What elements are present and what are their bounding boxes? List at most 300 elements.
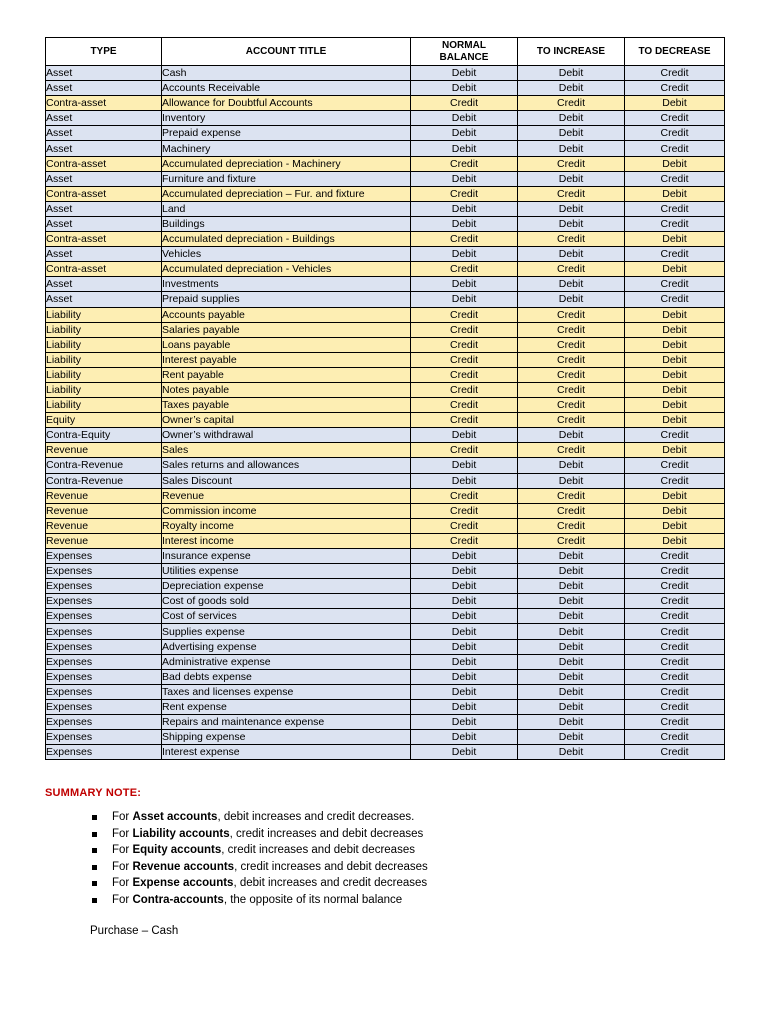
cell-to-decrease: Debit	[625, 322, 725, 337]
cell-normal-balance: Debit	[411, 141, 518, 156]
cell-normal-balance: Debit	[411, 594, 518, 609]
cell-type: Revenue	[46, 443, 162, 458]
header-to-decrease: TO DECREASE	[625, 38, 725, 66]
cell-normal-balance: Debit	[411, 473, 518, 488]
cell-account-title: Furniture and fixture	[162, 171, 411, 186]
cell-account-title: Accounts Receivable	[162, 81, 411, 96]
table-row	[46, 382, 725, 397]
cell-account-title: Rent payable	[162, 367, 411, 382]
cell-type: Liability	[46, 367, 162, 382]
cell-account-title: Bad debts expense	[162, 669, 411, 684]
cell-type: Liability	[46, 337, 162, 352]
cell-normal-balance: Debit	[411, 579, 518, 594]
cell-to-increase: Credit	[518, 382, 625, 397]
cell-type: Expenses	[46, 654, 162, 669]
table-row	[46, 428, 725, 443]
note-account-type: Asset accounts	[132, 811, 218, 823]
cell-account-title: Accumulated depreciation - Buildings	[162, 232, 411, 247]
cell-normal-balance: Debit	[411, 745, 518, 760]
cell-to-decrease: Debit	[625, 518, 725, 533]
note-prefix: For	[112, 860, 133, 873]
cell-to-increase: Credit	[518, 96, 625, 111]
cell-to-increase: Credit	[518, 232, 625, 247]
cell-to-decrease: Debit	[625, 382, 725, 397]
table-row	[46, 745, 725, 760]
cell-normal-balance: Debit	[411, 654, 518, 669]
cell-to-decrease: Debit	[625, 503, 725, 518]
cell-type: Expenses	[46, 730, 162, 745]
cell-to-increase: Credit	[518, 367, 625, 382]
cell-type: Asset	[46, 216, 162, 231]
cell-normal-balance: Debit	[411, 458, 518, 473]
cell-to-decrease: Debit	[625, 337, 725, 352]
cell-to-increase: Debit	[518, 171, 625, 186]
cell-account-title: Sales Discount	[162, 473, 411, 488]
cell-to-increase: Debit	[518, 201, 625, 216]
cell-to-decrease: Credit	[625, 594, 725, 609]
cell-to-decrease: Credit	[625, 141, 725, 156]
cell-account-title: Buildings	[162, 216, 411, 231]
cell-account-title: Rent expense	[162, 699, 411, 714]
cell-type: Expenses	[46, 699, 162, 714]
cell-normal-balance: Debit	[411, 247, 518, 262]
summary-note-item	[92, 892, 428, 909]
note-prefix: For	[112, 844, 133, 856]
note-prefix: For	[112, 827, 133, 840]
cell-account-title: Utilities expense	[162, 564, 411, 579]
cell-to-decrease: Credit	[625, 730, 725, 745]
summary-note-item	[92, 809, 428, 826]
cell-to-increase: Credit	[518, 443, 625, 458]
cell-normal-balance: Debit	[411, 564, 518, 579]
cell-type: Equity	[46, 413, 162, 428]
cell-normal-balance: Debit	[411, 609, 518, 624]
table-row	[46, 503, 725, 518]
cell-type: Liability	[46, 398, 162, 413]
cell-to-increase: Credit	[518, 322, 625, 337]
cell-account-title: Land	[162, 201, 411, 216]
note-account-type: Revenue accounts	[132, 860, 235, 873]
note-account-type: Liability accounts	[132, 827, 230, 840]
cell-to-decrease: Debit	[625, 443, 725, 458]
cell-to-decrease: Credit	[625, 684, 725, 699]
cell-type: Asset	[46, 111, 162, 126]
cell-to-decrease: Credit	[625, 699, 725, 714]
cell-normal-balance: Credit	[411, 413, 518, 428]
table-row	[46, 262, 725, 277]
cell-type: Liability	[46, 352, 162, 367]
cell-to-decrease: Debit	[625, 232, 725, 247]
cell-normal-balance: Debit	[411, 669, 518, 684]
table-row	[46, 66, 725, 81]
note-rule: , credit increases and debit decreases	[234, 860, 428, 873]
cell-type: Contra-asset	[46, 156, 162, 171]
cell-to-decrease: Credit	[625, 579, 725, 594]
cell-to-decrease: Debit	[625, 352, 725, 367]
cell-type: Contra-Revenue	[46, 458, 162, 473]
cell-normal-balance: Debit	[411, 81, 518, 96]
cell-to-increase: Debit	[518, 277, 625, 292]
cell-normal-balance: Credit	[411, 96, 518, 111]
cell-to-decrease: Credit	[625, 81, 725, 96]
table-row	[46, 639, 725, 654]
cell-normal-balance: Credit	[411, 352, 518, 367]
cell-normal-balance: Debit	[411, 111, 518, 126]
cell-account-title: Depreciation expense	[162, 579, 411, 594]
cell-type: Expenses	[46, 715, 162, 730]
cell-to-increase: Debit	[518, 654, 625, 669]
cell-normal-balance: Debit	[411, 549, 518, 564]
cell-to-decrease: Credit	[625, 66, 725, 81]
cell-to-decrease: Debit	[625, 413, 725, 428]
cell-to-decrease: Credit	[625, 654, 725, 669]
header-to-increase: TO INCREASE	[518, 38, 625, 66]
cell-type: Expenses	[46, 564, 162, 579]
square-bullet-icon	[92, 898, 97, 903]
table-row	[46, 186, 725, 201]
table-row	[46, 715, 725, 730]
cell-to-increase: Debit	[518, 66, 625, 81]
cell-to-decrease: Credit	[625, 171, 725, 186]
cell-to-decrease: Credit	[625, 715, 725, 730]
square-bullet-icon	[92, 881, 97, 886]
cell-to-decrease: Credit	[625, 669, 725, 684]
table-row	[46, 96, 725, 111]
cell-to-increase: Credit	[518, 156, 625, 171]
cell-to-decrease: Credit	[625, 126, 725, 141]
cell-to-increase: Debit	[518, 216, 625, 231]
table-body	[46, 66, 725, 760]
accounts-table	[45, 37, 725, 760]
header-normal-balance-text: NORMAL BALANCE	[439, 39, 489, 63]
cell-to-increase: Debit	[518, 292, 625, 307]
cell-type: Asset	[46, 126, 162, 141]
table-row	[46, 216, 725, 231]
cell-account-title: Sales	[162, 443, 411, 458]
table-row	[46, 609, 725, 624]
cell-to-decrease: Credit	[625, 201, 725, 216]
table-header-row	[46, 38, 725, 66]
cell-to-increase: Credit	[518, 307, 625, 322]
table-row	[46, 518, 725, 533]
cell-to-increase: Debit	[518, 624, 625, 639]
table-row	[46, 488, 725, 503]
cell-to-decrease: Credit	[625, 549, 725, 564]
cell-account-title: Interest payable	[162, 352, 411, 367]
cell-account-title: Accumulated depreciation – Fur. and fixture	[162, 186, 411, 201]
cell-account-title: Owner’s withdrawal	[162, 428, 411, 443]
cell-normal-balance: Credit	[411, 443, 518, 458]
cell-to-increase: Credit	[518, 488, 625, 503]
cell-type: Asset	[46, 292, 162, 307]
cell-normal-balance: Debit	[411, 730, 518, 745]
cell-normal-balance: Debit	[411, 715, 518, 730]
summary-note-item	[92, 842, 428, 859]
cell-type: Contra-Equity	[46, 428, 162, 443]
cell-type: Expenses	[46, 579, 162, 594]
cell-normal-balance: Credit	[411, 398, 518, 413]
cell-to-increase: Debit	[518, 111, 625, 126]
table-row	[46, 564, 725, 579]
summary-heading: SUMMARY NOTE:	[45, 787, 142, 799]
cell-to-decrease: Credit	[625, 111, 725, 126]
cell-to-increase: Debit	[518, 81, 625, 96]
cell-normal-balance: Credit	[411, 533, 518, 548]
cell-account-title: Royalty income	[162, 518, 411, 533]
cell-to-increase: Credit	[518, 352, 625, 367]
summary-notes-list	[92, 809, 428, 908]
table-row	[46, 473, 725, 488]
table-row	[46, 413, 725, 428]
cell-account-title: Inventory	[162, 111, 411, 126]
cell-account-title: Cash	[162, 66, 411, 81]
cell-normal-balance: Credit	[411, 503, 518, 518]
table-row	[46, 579, 725, 594]
cell-to-decrease: Credit	[625, 745, 725, 760]
cell-to-increase: Debit	[518, 247, 625, 262]
cell-to-decrease: Credit	[625, 277, 725, 292]
cell-to-increase: Debit	[518, 564, 625, 579]
cell-account-title: Administrative expense	[162, 654, 411, 669]
cell-normal-balance: Credit	[411, 156, 518, 171]
cell-normal-balance: Debit	[411, 126, 518, 141]
cell-to-increase: Debit	[518, 141, 625, 156]
cell-to-decrease: Credit	[625, 473, 725, 488]
cell-type: Revenue	[46, 488, 162, 503]
note-prefix: For	[112, 893, 133, 906]
square-bullet-icon	[92, 865, 97, 870]
cell-to-decrease: Debit	[625, 367, 725, 382]
cell-normal-balance: Credit	[411, 232, 518, 247]
cell-type: Asset	[46, 81, 162, 96]
table-row	[46, 307, 725, 322]
cell-type: Revenue	[46, 518, 162, 533]
cell-type: Revenue	[46, 503, 162, 518]
cell-to-decrease: Credit	[625, 458, 725, 473]
cell-to-increase: Debit	[518, 699, 625, 714]
cell-account-title: Investments	[162, 277, 411, 292]
cell-to-increase: Debit	[518, 458, 625, 473]
cell-normal-balance: Debit	[411, 171, 518, 186]
note-prefix: For	[112, 811, 133, 823]
cell-to-decrease: Debit	[625, 186, 725, 201]
cell-to-increase: Debit	[518, 126, 625, 141]
table-row	[46, 533, 725, 548]
cell-type: Asset	[46, 171, 162, 186]
cell-to-increase: Debit	[518, 428, 625, 443]
table-row	[46, 684, 725, 699]
note-prefix: For	[112, 877, 133, 889]
cell-account-title: Machinery	[162, 141, 411, 156]
cell-normal-balance: Debit	[411, 201, 518, 216]
cell-to-decrease: Credit	[625, 247, 725, 262]
summary-note-item	[92, 875, 428, 892]
cell-type: Contra-asset	[46, 232, 162, 247]
table-row	[46, 352, 725, 367]
cell-account-title: Owner’s capital	[162, 413, 411, 428]
cell-to-increase: Credit	[518, 337, 625, 352]
table-row	[46, 111, 725, 126]
note-rule: , credit increases and debit decreases	[229, 827, 424, 840]
table-row	[46, 458, 725, 473]
cell-account-title: Accumulated depreciation - Vehicles	[162, 262, 411, 277]
cell-normal-balance: Credit	[411, 307, 518, 322]
cell-type: Liability	[46, 322, 162, 337]
table-row	[46, 277, 725, 292]
cell-normal-balance: Debit	[411, 277, 518, 292]
cell-normal-balance: Credit	[411, 367, 518, 382]
cell-type: Asset	[46, 277, 162, 292]
table-row	[46, 126, 725, 141]
cell-to-decrease: Debit	[625, 262, 725, 277]
table-row	[46, 232, 725, 247]
table-row	[46, 81, 725, 96]
cell-account-title: Commission income	[162, 503, 411, 518]
cell-type: Liability	[46, 382, 162, 397]
cell-account-title: Repairs and maintenance expense	[162, 715, 411, 730]
table-row	[46, 624, 725, 639]
cell-account-title: Interest income	[162, 533, 411, 548]
cell-normal-balance: Credit	[411, 186, 518, 201]
cell-to-decrease: Debit	[625, 307, 725, 322]
cell-account-title: Sales returns and allowances	[162, 458, 411, 473]
table-row	[46, 201, 725, 216]
table-row	[46, 730, 725, 745]
cell-normal-balance: Debit	[411, 684, 518, 699]
cell-type: Contra-Revenue	[46, 473, 162, 488]
cell-account-title: Shipping expense	[162, 730, 411, 745]
table-row	[46, 654, 725, 669]
cell-account-title: Salaries payable	[162, 322, 411, 337]
cell-to-decrease: Debit	[625, 398, 725, 413]
table-row	[46, 337, 725, 352]
cell-type: Expenses	[46, 639, 162, 654]
cell-to-increase: Credit	[518, 533, 625, 548]
cell-to-increase: Credit	[518, 413, 625, 428]
table-row	[46, 171, 725, 186]
cell-type: Contra-asset	[46, 96, 162, 111]
table-row	[46, 398, 725, 413]
cell-to-decrease: Debit	[625, 533, 725, 548]
cell-type: Expenses	[46, 684, 162, 699]
cell-normal-balance: Credit	[411, 518, 518, 533]
cell-type: Asset	[46, 66, 162, 81]
table-row	[46, 549, 725, 564]
cell-normal-balance: Credit	[411, 382, 518, 397]
square-bullet-icon	[92, 815, 97, 820]
cell-normal-balance: Debit	[411, 624, 518, 639]
cell-to-decrease: Credit	[625, 609, 725, 624]
cell-type: Asset	[46, 247, 162, 262]
cell-to-decrease: Credit	[625, 216, 725, 231]
note-account-type: Equity accounts	[132, 844, 222, 856]
cell-account-title: Allowance for Doubtful Accounts	[162, 96, 411, 111]
cell-to-increase: Debit	[518, 594, 625, 609]
cell-account-title: Insurance expense	[162, 549, 411, 564]
table-row	[46, 699, 725, 714]
cell-to-decrease: Debit	[625, 96, 725, 111]
cell-type: Expenses	[46, 549, 162, 564]
table-row	[46, 594, 725, 609]
cell-to-increase: Debit	[518, 639, 625, 654]
cell-to-increase: Debit	[518, 609, 625, 624]
cell-to-increase: Credit	[518, 262, 625, 277]
cell-to-increase: Debit	[518, 715, 625, 730]
cell-normal-balance: Credit	[411, 488, 518, 503]
cell-to-increase: Credit	[518, 398, 625, 413]
table-row	[46, 292, 725, 307]
square-bullet-icon	[92, 848, 97, 853]
cell-to-increase: Debit	[518, 669, 625, 684]
cell-account-title: Revenue	[162, 488, 411, 503]
cell-to-increase: Debit	[518, 579, 625, 594]
cell-to-increase: Debit	[518, 730, 625, 745]
cell-to-increase: Credit	[518, 518, 625, 533]
cell-account-title: Accounts payable	[162, 307, 411, 322]
footer-text: Purchase – Cash	[90, 925, 179, 937]
cell-normal-balance: Debit	[411, 66, 518, 81]
cell-to-decrease: Debit	[625, 156, 725, 171]
cell-to-decrease: Debit	[625, 488, 725, 503]
header-normal-balance	[411, 38, 518, 66]
table-row	[46, 156, 725, 171]
header-account-title: ACCOUNT TITLE	[162, 38, 411, 66]
cell-type: Expenses	[46, 594, 162, 609]
cell-to-increase: Debit	[518, 745, 625, 760]
cell-account-title: Taxes payable	[162, 398, 411, 413]
table-row	[46, 367, 725, 382]
note-rule: , credit increases and debit decreases	[221, 844, 415, 856]
cell-type: Expenses	[46, 609, 162, 624]
cell-normal-balance: Credit	[411, 262, 518, 277]
cell-to-increase: Credit	[518, 186, 625, 201]
cell-to-increase: Debit	[518, 549, 625, 564]
cell-type: Contra-asset	[46, 262, 162, 277]
cell-account-title: Supplies expense	[162, 624, 411, 639]
cell-account-title: Advertising expense	[162, 639, 411, 654]
cell-account-title: Accumulated depreciation - Machinery	[162, 156, 411, 171]
note-account-type: Expense accounts	[132, 877, 234, 889]
cell-type: Liability	[46, 307, 162, 322]
cell-type: Asset	[46, 201, 162, 216]
header-type: TYPE	[46, 38, 162, 66]
table-row	[46, 322, 725, 337]
note-account-type: Contra-accounts	[132, 893, 224, 906]
cell-to-decrease: Credit	[625, 639, 725, 654]
cell-account-title: Loans payable	[162, 337, 411, 352]
cell-to-decrease: Credit	[625, 292, 725, 307]
note-rule: , the opposite of its normal balance	[223, 893, 403, 906]
cell-account-title: Cost of services	[162, 609, 411, 624]
table-row	[46, 141, 725, 156]
cell-account-title: Prepaid supplies	[162, 292, 411, 307]
cell-normal-balance: Debit	[411, 639, 518, 654]
cell-account-title: Cost of goods sold	[162, 594, 411, 609]
cell-to-increase: Debit	[518, 473, 625, 488]
cell-type: Expenses	[46, 624, 162, 639]
cell-normal-balance: Credit	[411, 337, 518, 352]
cell-type: Expenses	[46, 669, 162, 684]
cell-account-title: Prepaid expense	[162, 126, 411, 141]
cell-type: Revenue	[46, 533, 162, 548]
cell-account-title: Notes payable	[162, 382, 411, 397]
table-row	[46, 669, 725, 684]
note-rule: , debit increases and credit decreases.	[217, 811, 415, 823]
cell-account-title: Interest expense	[162, 745, 411, 760]
cell-normal-balance: Debit	[411, 428, 518, 443]
cell-normal-balance: Debit	[411, 292, 518, 307]
cell-normal-balance: Credit	[411, 322, 518, 337]
